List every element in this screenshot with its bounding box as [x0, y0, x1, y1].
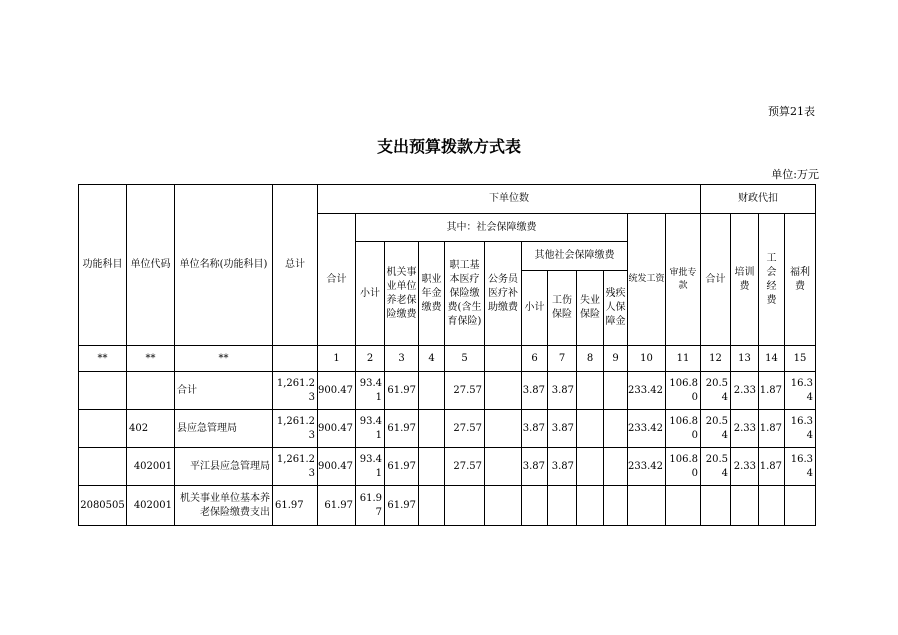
value-cell: 20.54: [701, 448, 731, 486]
index-cell: 2: [356, 346, 385, 372]
index-cell: 8: [577, 346, 604, 372]
value-cell: 61.97: [273, 486, 318, 526]
value-cell: 16.34: [785, 410, 816, 448]
col-header-training: 培训费: [731, 214, 759, 346]
value-cell: 27.57: [445, 448, 485, 486]
value-cell: 900.47: [318, 448, 356, 486]
index-cell: 14: [759, 346, 785, 372]
value-cell: 16.34: [785, 448, 816, 486]
value-cell: [604, 372, 628, 410]
value-cell: [577, 486, 604, 526]
col-header-func-code: 功能科目: [79, 185, 127, 346]
col-header-injury: 工伤保险: [548, 271, 577, 346]
unit-name-cell: 合计: [175, 372, 273, 410]
value-cell: 3.87: [522, 448, 548, 486]
col-header-medical: 职工基本医疗保险缴费(含生育保险): [445, 242, 485, 346]
index-cell: 10: [628, 346, 666, 372]
index-cell: **: [127, 346, 175, 372]
value-cell: [485, 448, 522, 486]
value-cell: [577, 410, 604, 448]
col-header-social-security: 其中：社会保障缴费: [356, 214, 628, 242]
unit-code-cell: [127, 372, 175, 410]
func-code-cell: [79, 448, 127, 486]
value-cell: [485, 410, 522, 448]
value-cell: 16.34: [785, 372, 816, 410]
value-cell: 2.33: [731, 410, 759, 448]
value-cell: 3.87: [548, 410, 577, 448]
value-cell: 1.87: [759, 448, 785, 486]
value-cell: 233.42: [628, 410, 666, 448]
value-cell: 1.87: [759, 372, 785, 410]
value-cell: [419, 486, 445, 526]
value-cell: 20.54: [701, 372, 731, 410]
col-header-unit-name: 单位名称(功能科目): [175, 185, 273, 346]
index-cell: 1: [318, 346, 356, 372]
value-cell: 1.87: [759, 410, 785, 448]
value-cell: 106.80: [666, 448, 701, 486]
index-cell: **: [79, 346, 127, 372]
value-cell: [548, 486, 577, 526]
col-header-civil-servant-medical: 公务员医疗补助缴费: [485, 242, 522, 346]
col-header-unit-code: 单位代码: [127, 185, 175, 346]
value-cell: [785, 486, 816, 526]
value-cell: 106.80: [666, 410, 701, 448]
value-cell: 93.41: [356, 410, 385, 448]
index-cell: 15: [785, 346, 816, 372]
col-header-lower-units: 下单位数: [318, 185, 701, 214]
value-cell: 93.41: [356, 448, 385, 486]
value-cell: [666, 486, 701, 526]
value-cell: 27.57: [445, 410, 485, 448]
index-row: [79, 346, 816, 372]
budget-table: [78, 184, 816, 526]
value-cell: [419, 372, 445, 410]
value-cell: [419, 448, 445, 486]
func-code-cell: [79, 372, 127, 410]
page-title: 支出预算拨款方式表: [376, 137, 521, 156]
value-cell: [701, 486, 731, 526]
index-cell: 9: [604, 346, 628, 372]
col-header-fiscal-total: 合计: [701, 214, 731, 346]
index-cell: [273, 346, 318, 372]
col-header-subtotal: 合计: [318, 214, 356, 346]
table-row: [79, 372, 816, 410]
index-cell: 3: [385, 346, 419, 372]
value-cell: 233.42: [628, 372, 666, 410]
value-cell: [759, 486, 785, 526]
value-cell: [577, 448, 604, 486]
value-cell: 61.97: [385, 448, 419, 486]
col-header-org-pension: 机关事业单位养老保险缴费: [385, 242, 419, 346]
col-header-fiscal-withhold: 财政代扣: [701, 185, 816, 214]
index-cell: 5: [445, 346, 485, 372]
value-cell: [731, 486, 759, 526]
value-cell: 61.97: [385, 410, 419, 448]
col-header-total: 总计: [273, 185, 318, 346]
value-cell: 61.97: [385, 486, 419, 526]
value-cell: [445, 486, 485, 526]
unit-code-cell: 402: [127, 410, 175, 448]
func-code-cell: 2080505: [79, 486, 127, 526]
index-cell: 7: [548, 346, 577, 372]
value-cell: 3.87: [522, 372, 548, 410]
index-cell: 6: [522, 346, 548, 372]
value-cell: 3.87: [548, 448, 577, 486]
table-row: [79, 448, 816, 486]
value-cell: 27.57: [445, 372, 485, 410]
col-header-annuity: 职业年金缴费: [419, 242, 445, 346]
value-cell: 3.87: [548, 372, 577, 410]
func-code-cell: [79, 410, 127, 448]
col-header-unemployment: 失业保险: [577, 271, 604, 346]
value-cell: 3.87: [522, 410, 548, 448]
index-cell: 11: [666, 346, 701, 372]
col-header-approved: 审批专款: [666, 214, 701, 346]
index-cell: 13: [731, 346, 759, 372]
value-cell: [604, 410, 628, 448]
form-number: 预算21表: [768, 105, 815, 118]
value-cell: [485, 486, 522, 526]
value-cell: 900.47: [318, 410, 356, 448]
col-header-other-subtotal: 小计: [522, 271, 548, 346]
unit-name-cell: 平江县应急管理局: [175, 448, 273, 486]
col-header-union: 工会经费: [759, 214, 785, 346]
value-cell: [522, 486, 548, 526]
unit-label: 单位:万元: [771, 168, 819, 181]
unit-code-cell: 402001: [127, 448, 175, 486]
index-cell: 4: [419, 346, 445, 372]
value-cell: 2.33: [731, 372, 759, 410]
value-cell: [604, 486, 628, 526]
index-cell: 12: [701, 346, 731, 372]
value-cell: 106.80: [666, 372, 701, 410]
unit-name-cell: 县应急管理局: [175, 410, 273, 448]
col-header-other-social: 其他社会保障缴费: [522, 242, 628, 271]
index-cell: [485, 346, 522, 372]
table-row: [79, 486, 816, 526]
value-cell: 900.47: [318, 372, 356, 410]
value-cell: [628, 486, 666, 526]
value-cell: [577, 372, 604, 410]
value-cell: [485, 372, 522, 410]
value-cell: 233.42: [628, 448, 666, 486]
value-cell: 93.41: [356, 372, 385, 410]
value-cell: [604, 448, 628, 486]
value-cell: 1,261.23: [273, 372, 318, 410]
value-cell: 61.97: [385, 372, 419, 410]
value-cell: [419, 410, 445, 448]
table-row: [79, 410, 816, 448]
col-header-unified-salary: 统发工资: [628, 214, 666, 346]
value-cell: 20.54: [701, 410, 731, 448]
col-header-disability: 残疾人保障金: [604, 271, 628, 346]
value-cell: 1,261.23: [273, 410, 318, 448]
unit-code-cell: 402001: [127, 486, 175, 526]
value-cell: 2.33: [731, 448, 759, 486]
index-cell: **: [175, 346, 273, 372]
value-cell: 61.97: [318, 486, 356, 526]
col-header-welfare: 福利费: [785, 214, 816, 346]
value-cell: 61.97: [356, 486, 385, 526]
unit-name-cell: 机关事业单位基本养老保险缴费支出: [175, 486, 273, 526]
col-header-ss-subtotal: 小计: [356, 242, 385, 346]
value-cell: 1,261.23: [273, 448, 318, 486]
